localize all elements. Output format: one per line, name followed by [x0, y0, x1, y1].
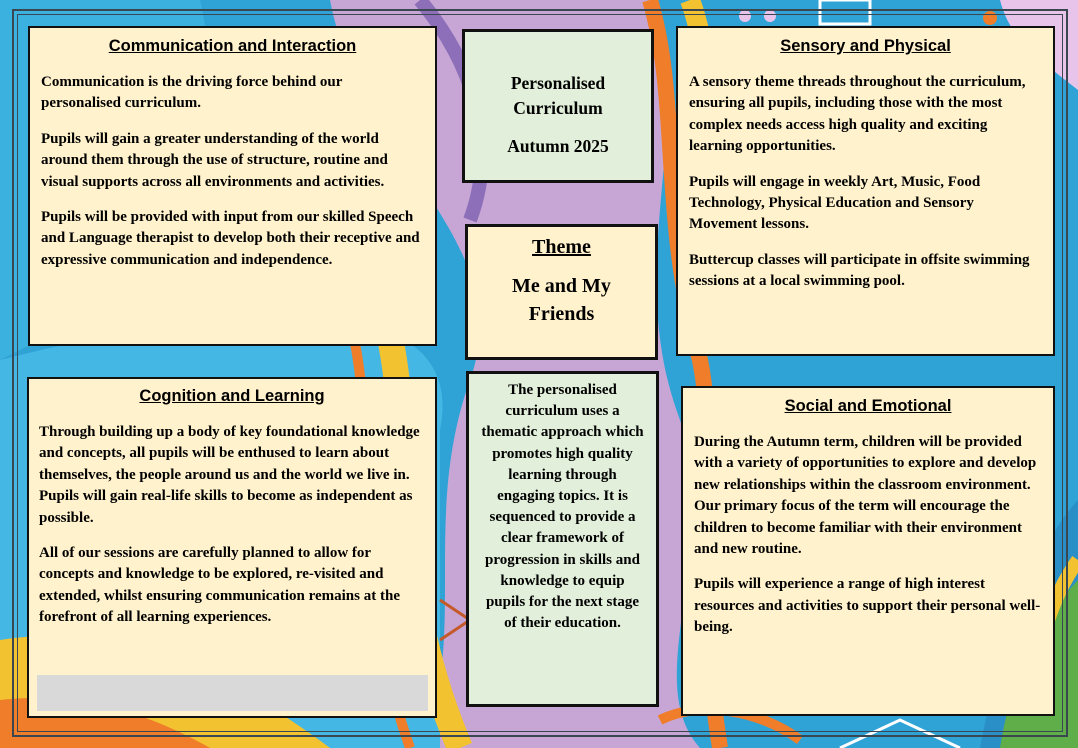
communication-paragraph: Communication is the driving force behind our personalised curriculum. — [41, 74, 343, 112]
social-heading: Social and Emotional — [784, 397, 952, 415]
sensory-heading: Sensory and Physical — [780, 37, 951, 55]
intro-box — [466, 371, 659, 707]
social-paragraph: Pupils will experience a range of high interest resources and activities to support their personal well-being. — [694, 576, 1041, 636]
sensory-paragraph: Buttercup classes will participate in offsite swimming sessions at a local swimming pool. — [689, 251, 1030, 290]
title-box — [462, 29, 654, 183]
theme-name-line-2: Friends — [528, 303, 595, 325]
term-label: Autumn 2025 — [507, 136, 609, 156]
communication-card — [28, 26, 437, 346]
theme-heading: Theme — [532, 236, 591, 258]
intro-text: The personalised curriculum uses a thematic approach which promotes high quality learning through engaging topics. It is sequenced to provide a clear framework of progression in skills and knowledge to equip pupils for the next stage of their education. — [481, 382, 644, 632]
social-card — [681, 386, 1055, 716]
sensory-paragraph: Pupils will engage in weekly Art, Music, Food Technology, Physical Education and Sensory Movement lessons. — [689, 173, 981, 233]
cognition-paragraph: All of our sessions are carefully planned to allow for concepts and knowledge to be explored, re-visited and extended, whilst ensuring communication remains at the forefront of all learning experiences. — [39, 545, 400, 626]
communication-heading: Communication and Interaction — [108, 37, 357, 55]
sensory-paragraph: A sensory theme threads throughout the curriculum, ensuring all pupils, including those with the most complex needs access high quality and exciting learning opportunities. — [689, 74, 1026, 155]
grey-footer-bar — [37, 675, 428, 711]
social-paragraph: During the Autumn term, children will be provided with a variety of opportunities to explore and develop new relationships within the classroom environment. Our primary focus of the term will encourage the children to become familiar with their environment and new routine. — [694, 434, 1037, 558]
communication-paragraph: Pupils will be provided with input from our skilled Speech and Language therapist to develop both their receptive and expressive communication and independence. — [41, 209, 420, 268]
cognition-card — [27, 377, 437, 718]
cognition-heading: Cognition and Learning — [139, 387, 325, 405]
theme-box — [465, 224, 658, 360]
sensory-card — [676, 26, 1055, 356]
cognition-paragraph: Through building up a body of key foundational knowledge and concepts, all pupils will be enthused to learn about themselves, the people around us and the world we live in. Pupils will gain real-life skills to become as independent as possible. — [39, 424, 420, 526]
title-line-2: Curriculum — [513, 98, 603, 118]
communication-paragraph: Pupils will gain a greater understanding of the world around them through the use of structure, routine and visual supports across all environments and activities. — [41, 130, 388, 190]
title-line-1: Personalised — [510, 73, 606, 93]
theme-name-line-1: Me and My — [512, 275, 611, 297]
